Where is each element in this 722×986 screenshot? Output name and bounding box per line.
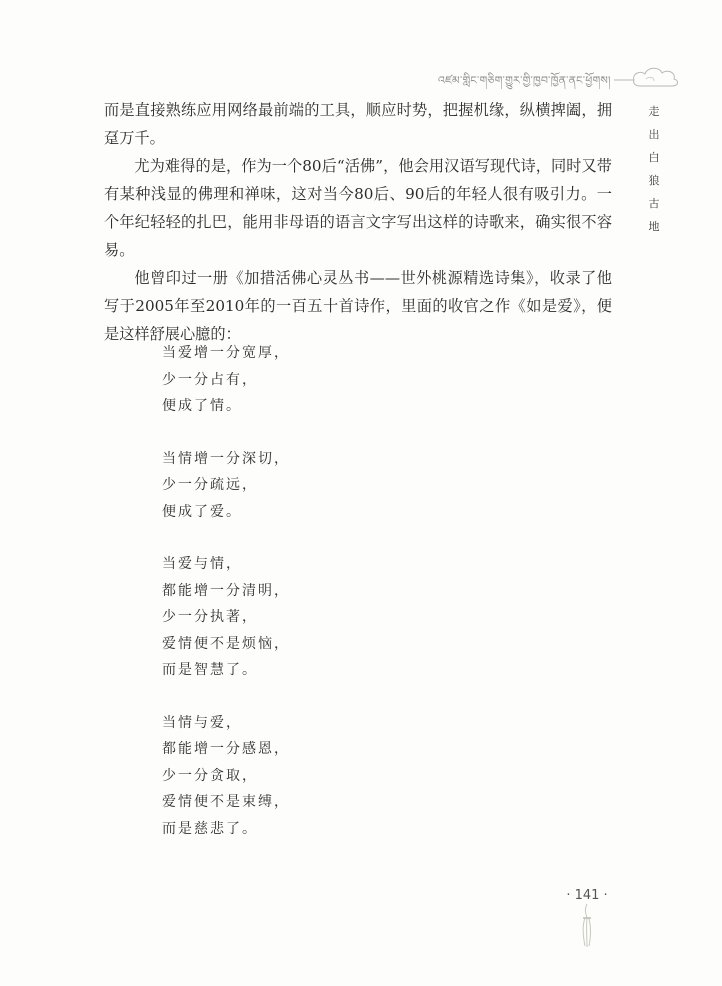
poem-line: 少一分贪取，: [162, 767, 258, 784]
tibetan-header-text: འཛམ་གླིང་གཅིག་གྱུར་གྱི་ཁྱབ་ཁྱོན་ནང་ཕྱོགས།: [438, 74, 611, 87]
poem-line: 都能增一分清明，: [162, 582, 290, 599]
poem-line: 爱情便不是烦恼，: [162, 635, 290, 652]
poem-line: 而是慈悲了。: [162, 820, 258, 837]
poem-line: 而是智慧了。: [162, 662, 258, 678]
poem-stanza: [162, 710, 290, 843]
side-title-char: 狼: [648, 174, 660, 187]
side-title-char: 出: [648, 128, 660, 141]
page-footer: [562, 888, 612, 948]
side-title-char: 走: [648, 105, 660, 118]
poem-line: 当情与爱，: [162, 714, 242, 731]
poem-line: 少一分执著，: [162, 609, 258, 625]
poem-line: 当爱与情，: [162, 556, 242, 572]
side-title-char: 地: [648, 220, 660, 233]
poem-line: 都能增一分感恩，: [162, 741, 290, 757]
poem-line: 少一分疏远，: [162, 477, 258, 493]
side-title-char: 白: [648, 151, 660, 164]
poem-line: 便成了爱。: [162, 503, 242, 520]
poem-stanza: [162, 551, 290, 684]
poem-line: 爱情便不是束缚，: [162, 794, 290, 810]
poem-line: 当爱增一分宽厚，: [162, 345, 290, 361]
poem-line: 少一分占有，: [162, 371, 258, 388]
tassel-icon: [574, 902, 600, 948]
cloud-icon: [612, 62, 682, 90]
poem-line: 便成了情。: [162, 398, 242, 414]
poem-stanza: [162, 446, 290, 526]
paragraph: 他曾印过一册《加措活佛心灵丛书——世外桃源精选诗集》，收录了他写于2005年至2010年的一百五十首诗作，里面的收官之作《如是爱》，便是这样舒展心臆的：: [104, 269, 612, 343]
paragraph-continuation: 而是直接熟练应用网络最前端的工具，顺应时势，把握机缘，纵横捭阖，拥趸万千。: [104, 101, 612, 147]
body-text: [104, 96, 612, 348]
side-title-char: 古: [648, 197, 660, 210]
page-number: · 141 ·: [566, 888, 608, 903]
paragraph: 尤为难得的是，作为一个80后“活佛”，他会用汉语写现代诗，同时又带有某种浅显的佛理和禅味，这对当今80后、90后的年轻人很有吸引力。一个年纪轻轻的扎巴，能用非母语的语言文字写出这样的诗歌来，确实很不容易。: [104, 157, 612, 259]
poem-line: 当情增一分深切，: [162, 450, 290, 467]
poem-stanza: [162, 340, 290, 420]
vertical-section-title: [647, 100, 661, 238]
poem: [162, 340, 290, 868]
